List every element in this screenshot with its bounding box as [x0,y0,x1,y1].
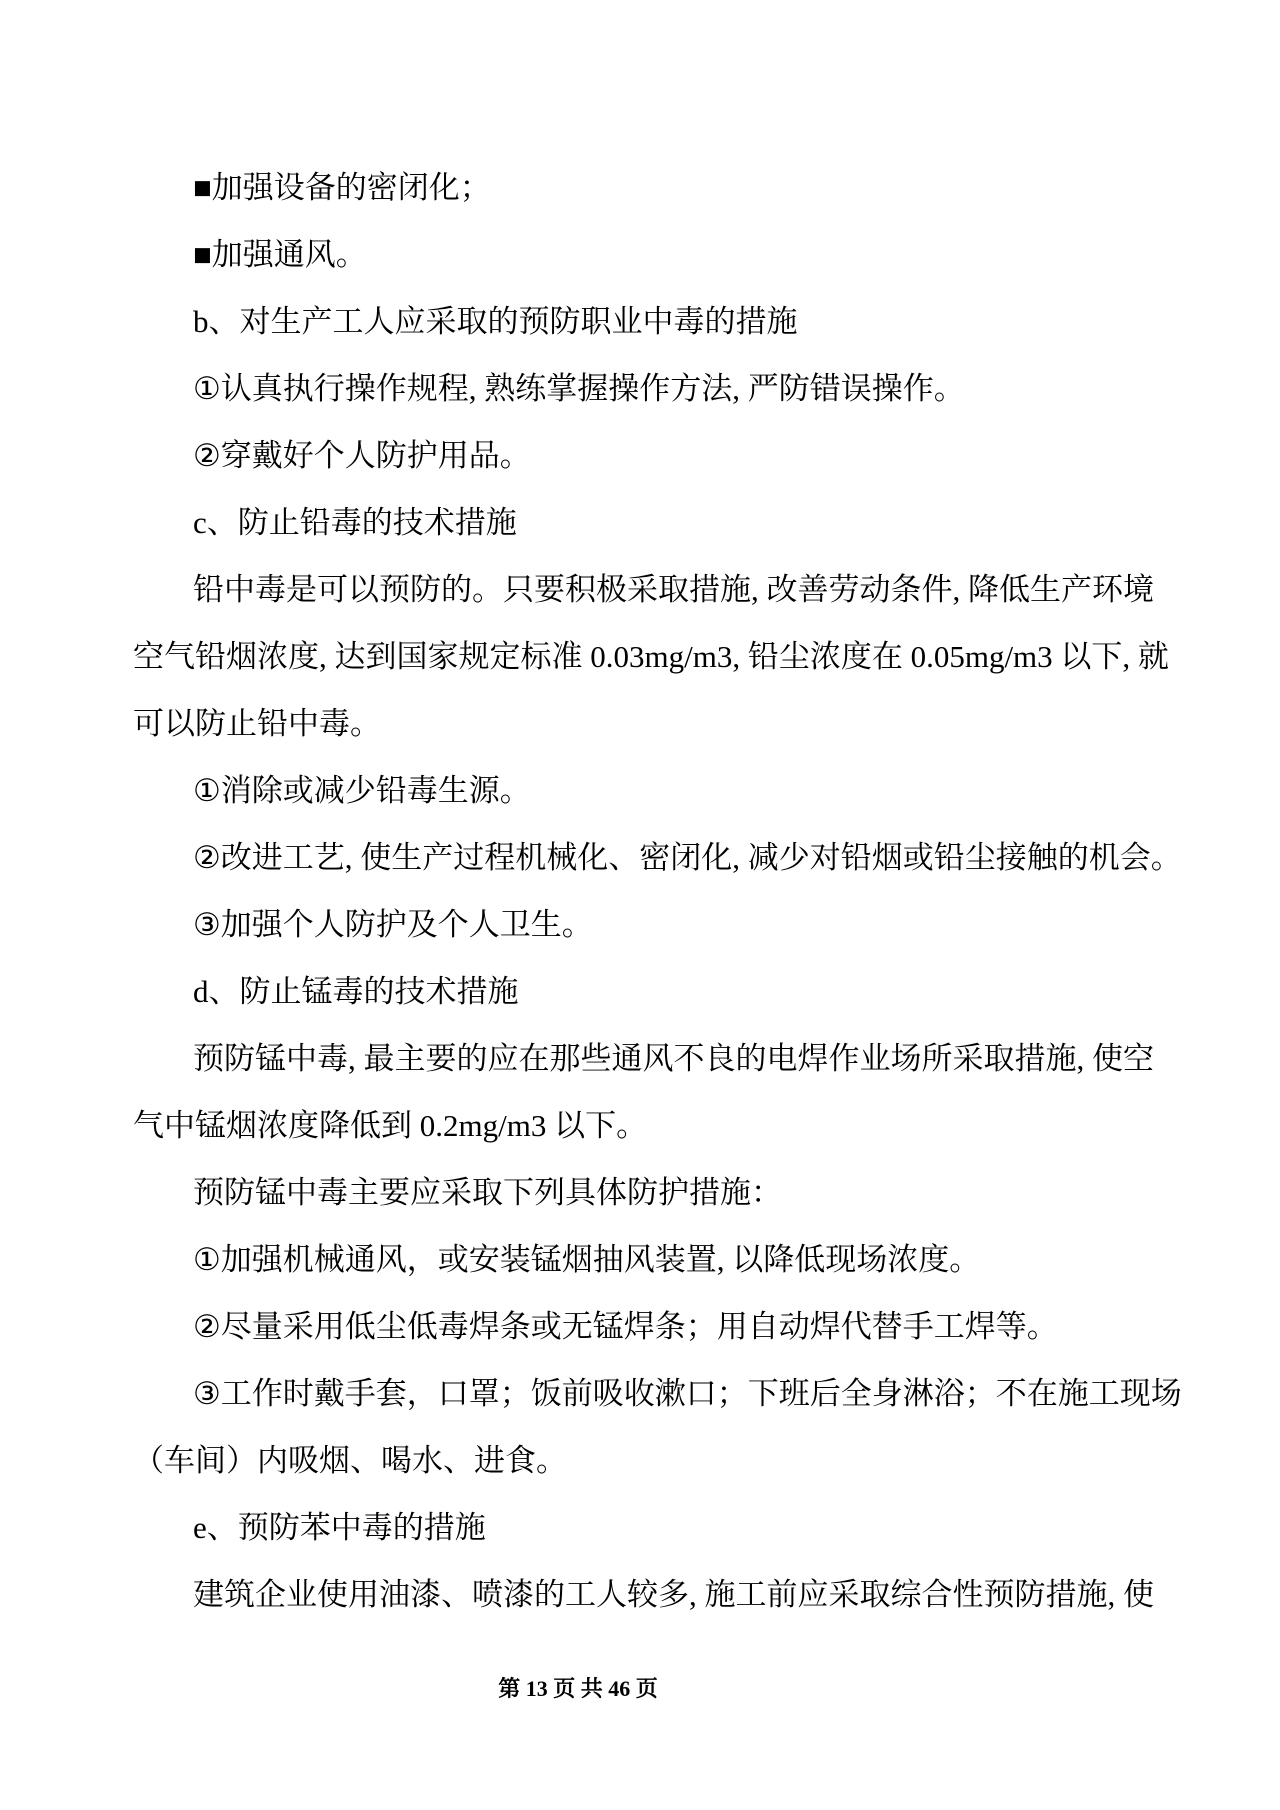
text-line: ②改进工艺, 使生产过程机械化、密闭化, 减少对铅烟或铅尘接触的机会。 [193,840,1182,875]
text-line: ③工作时戴手套，口罩；饭前吸收漱口；下班后全身淋浴；不在施工现场 [193,1376,1182,1411]
page-footer: 第 13 页 共 46 页 [498,1676,658,1701]
text-line: ②尽量采用低尘低毒焊条或无锰焊条；用自动焊代替手工焊等。 [193,1309,1058,1344]
text-line: 预防锰中毒, 最主要的应在那些通风不良的电焊作业场所采取措施, 使空 [193,1041,1154,1076]
text-line: ②穿戴好个人防护用品。 [193,438,531,473]
text-line: c、防止铅毒的技术措施 [193,505,517,540]
text-line: （车间）内吸烟、喝水、进食。 [133,1443,567,1478]
text-line: ■加强设备的密闭化； [193,170,491,205]
text-line: 可以防止铅中毒。 [133,706,381,741]
text-line: 空气铅烟浓度, 达到国家规定标准 0.03mg/m3, 铅尘浓度在 0.05mg/m3 以下, 就 [133,639,1169,674]
document-body [133,154,1182,1628]
text-line: 建筑企业使用油漆、喷漆的工人较多, 施工前应采取综合性预防措施, 使 [193,1577,1154,1612]
text-line: ③加强个人防护及个人卫生。 [193,907,593,942]
text-line: e、预防苯中毒的措施 [193,1510,486,1545]
text-line: 铅中毒是可以预防的。只要积极采取措施, 改善劳动条件, 降低生产环境 [193,572,1154,607]
text-line: ①认真执行操作规程, 熟练掌握操作方法, 严防错误操作。 [193,371,965,406]
text-line: 气中锰烟浓度降低到 0.2mg/m3 以下。 [133,1108,648,1143]
text-line: ■加强通风。 [193,237,367,272]
text-line: b、对生产工人应采取的预防职业中毒的措施 [193,304,798,339]
text-line: 预防锰中毒主要应采取下列具体防护措施： [193,1175,782,1210]
text-line: ①消除或减少铅毒生源。 [193,773,531,808]
text-line: d、防止锰毒的技术措施 [193,974,519,1009]
text-line: ①加强机械通风，或安装锰烟抽风装置, 以降低现场浓度。 [193,1242,981,1277]
